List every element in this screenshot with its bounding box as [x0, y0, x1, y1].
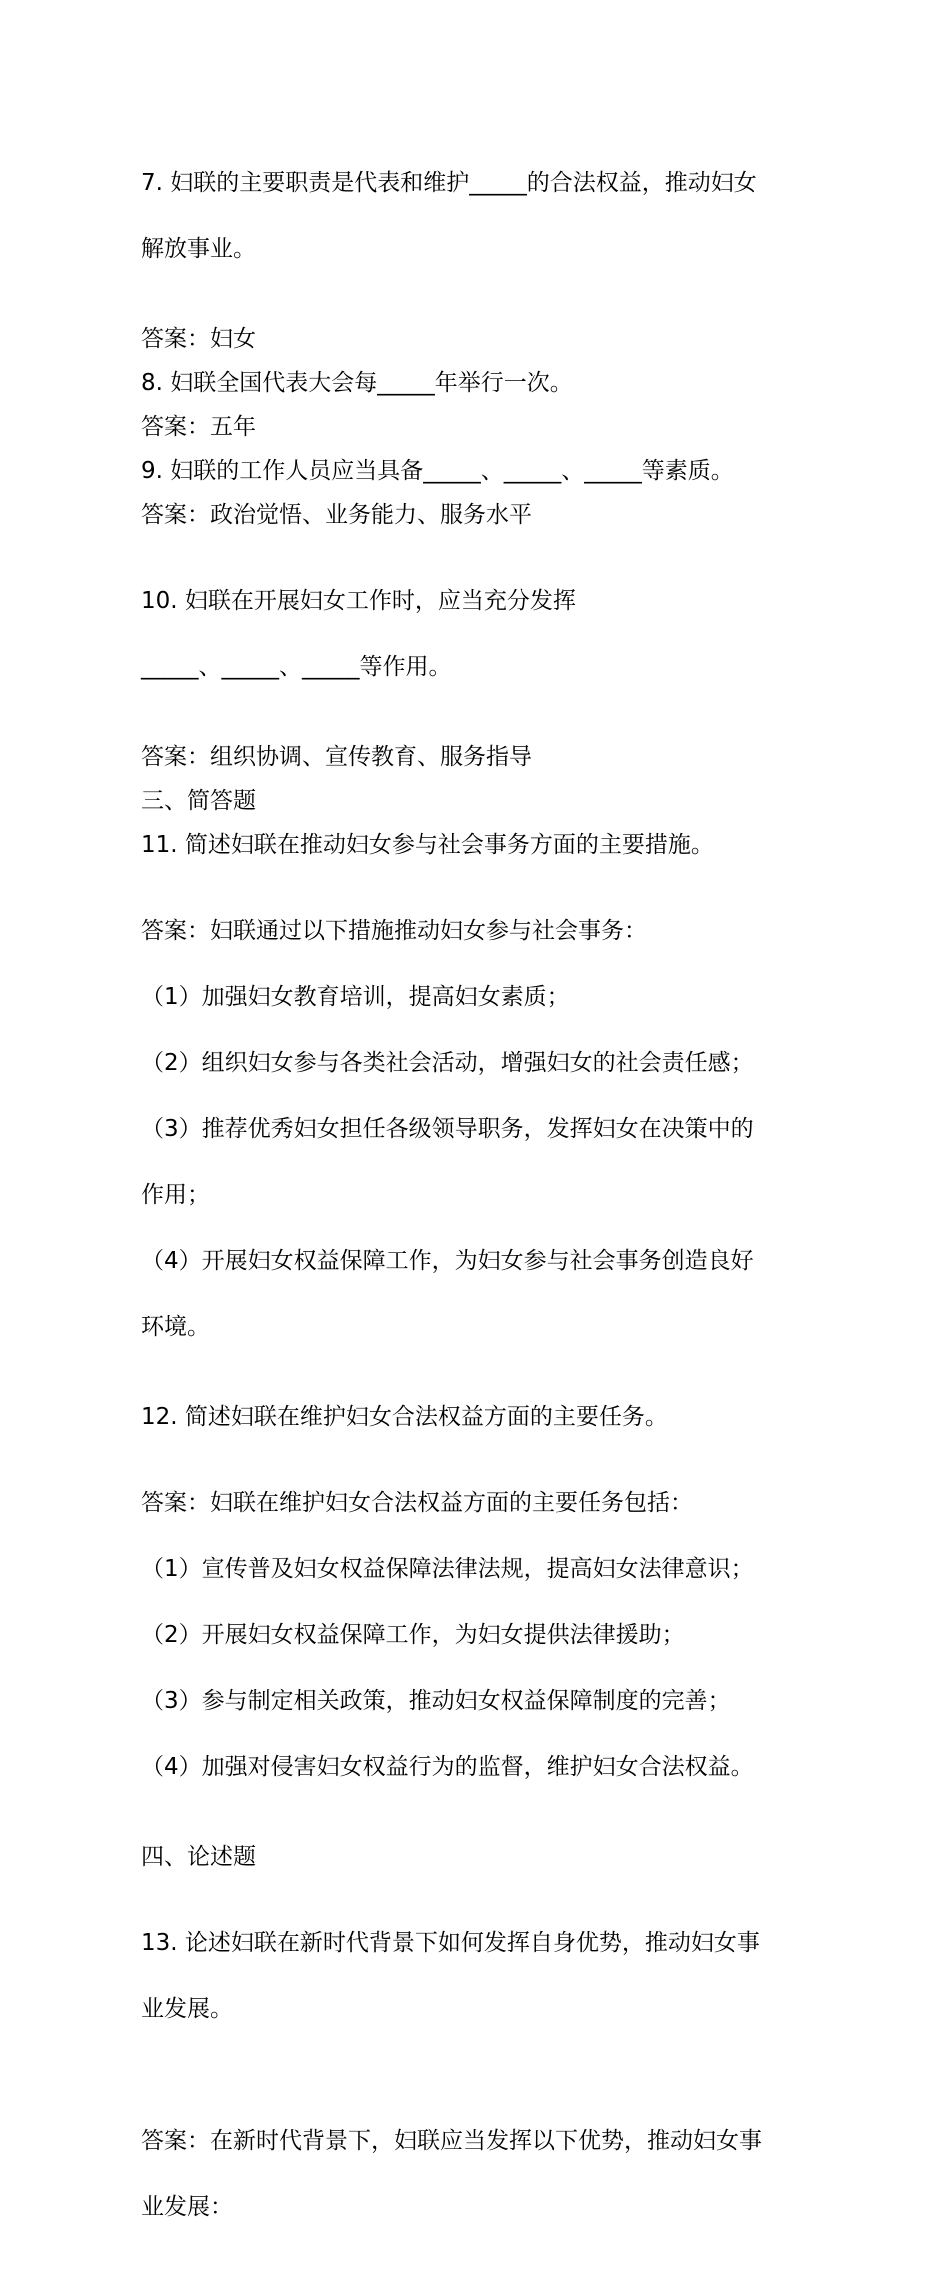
answer-8: 答案：五年	[141, 414, 256, 440]
answer-line: 答案：妇联在维护妇女合法权益方面的主要任务包括：	[141, 1490, 693, 1516]
answer-line: （3）推荐优秀妇女担任各级领导职务，发挥妇女在决策中的	[141, 1116, 754, 1142]
answer-line: （4）开展妇女权益保障工作，为妇女参与社会事务创造良好	[141, 1248, 754, 1274]
answer-line: 作用；	[141, 1182, 210, 1208]
question-7	[141, 128, 821, 304]
document-page	[141, 128, 821, 2284]
answer-line: 答案：在新时代背景下，妇联应当发挥以下优势，推动妇女事	[141, 2128, 762, 2154]
question-10	[141, 546, 821, 722]
answer-line: 答案：妇联通过以下措施推动妇女参与社会事务：	[141, 918, 647, 944]
question-text: 7. 妇联的主要职责是代表和维护_____的合法权益，推动妇女	[141, 170, 757, 196]
question-text: 10. 妇联在开展妇女工作时，应当充分发挥	[141, 588, 576, 614]
question-text: 业发展。	[141, 1996, 233, 2022]
answer-line: 环境。	[141, 1314, 210, 1340]
answer-13	[141, 2086, 821, 2262]
question-13	[141, 1888, 821, 2064]
question-9: 9. 妇联的工作人员应当具备_____、_____、_____等素质。	[141, 458, 734, 484]
answer-line: （1）宣传普及妇女权益保障法律法规，提高妇女法律意识；	[141, 1556, 754, 1582]
answer-7: 答案：妇女	[141, 326, 256, 352]
question-12: 12. 简述妇联在维护妇女合法权益方面的主要任务。	[141, 1404, 668, 1430]
answer-11	[141, 876, 821, 1382]
answer-line: （3）参与制定相关政策，推动妇女权益保障制度的完善；	[141, 1688, 731, 1714]
section-heading-4: 四、论述题	[141, 1844, 256, 1870]
question-11: 11. 简述妇联在推动妇女参与社会事务方面的主要措施。	[141, 832, 714, 858]
answer-10: 答案：组织协调、宣传教育、服务指导	[141, 744, 532, 770]
answer-line: （2）开展妇女权益保障工作，为妇女提供法律援助；	[141, 1622, 685, 1648]
answer-line: （4）加强对侵害妇女权益行为的监督，维护妇女合法权益。	[141, 1754, 754, 1780]
answer-line: （2）组织妇女参与各类社会活动，增强妇女的社会责任感；	[141, 1050, 754, 1076]
question-text: 13. 论述妇联在新时代背景下如何发挥自身优势，推动妇女事	[141, 1930, 760, 1956]
question-text: _____、_____、_____等作用。	[141, 654, 452, 680]
section-heading-3: 三、简答题	[141, 788, 256, 814]
answer-line: 业发展：	[141, 2194, 233, 2220]
question-text: 解放事业。	[141, 236, 256, 262]
answer-line: （1）加强妇女教育培训，提高妇女素质；	[141, 984, 570, 1010]
answer-12	[141, 1448, 821, 1822]
question-8: 8. 妇联全国代表大会每_____年举行一次。	[141, 370, 573, 396]
answer-9: 答案：政治觉悟、业务能力、服务水平	[141, 502, 532, 528]
